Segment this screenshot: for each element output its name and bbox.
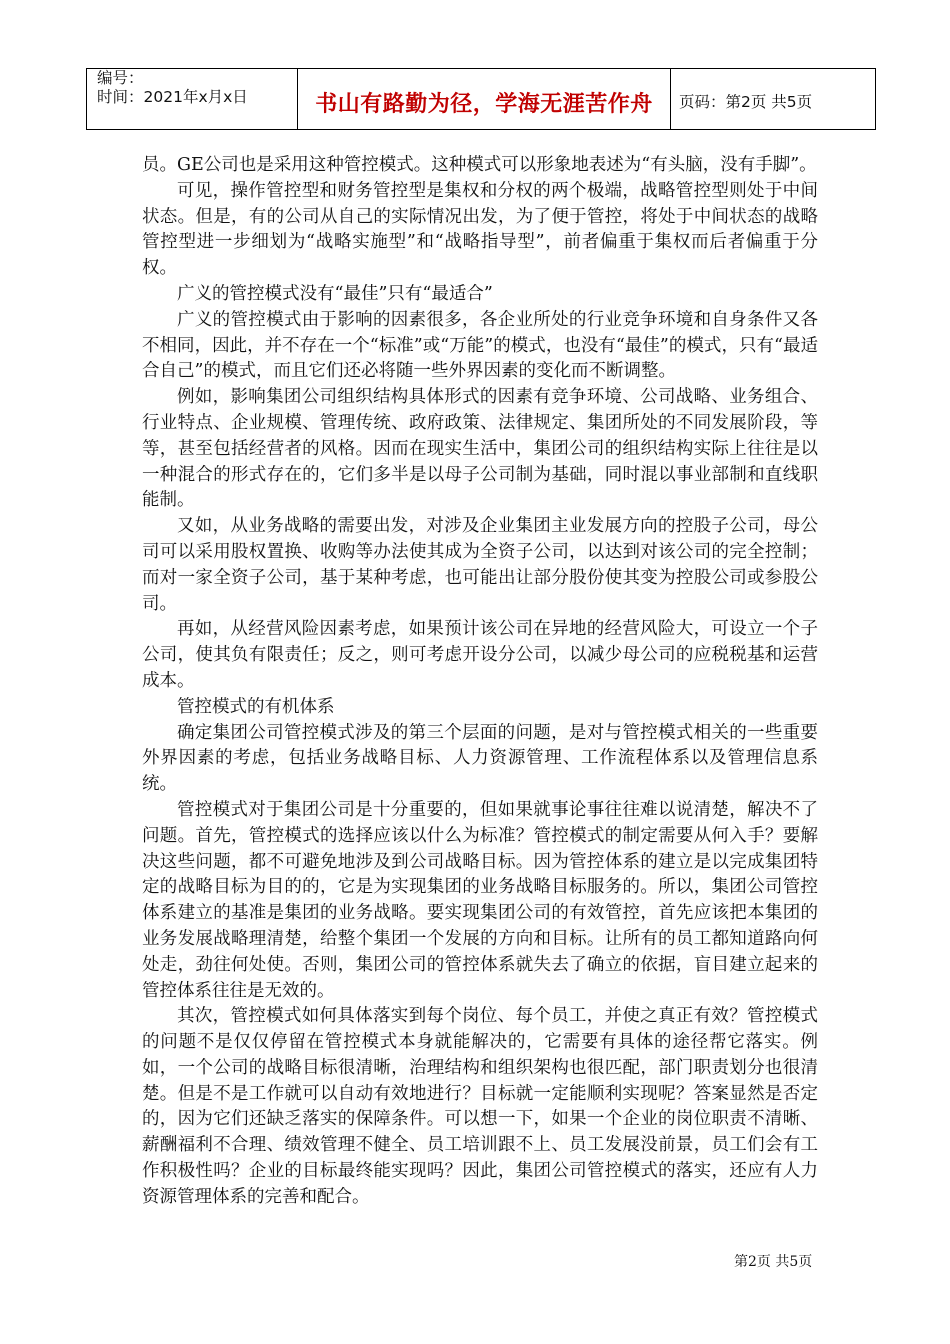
page-header <box>86 68 876 130</box>
header-motto: 书山有路勤为径，学海无涯苦作舟 <box>298 69 671 130</box>
paragraph: 可见，操作管控型和财务管控型是集权和分权的两个极端，战略管控型则处于中间状态。但是，有的公司从自己的实际情况出发，为了便于管控，将处于中间状态的战略管控型进一步细划为“战略实施型”和“战略指导型”，前者偏重于集权而后者偏重于分权。 <box>142 180 818 279</box>
header-page-number: 页码：第2页 共5页 <box>671 69 876 130</box>
header-meta-cell <box>87 69 298 130</box>
paragraph: 管控模式对于集团公司是十分重要的，但如果就事论事往往难以说清楚，解决不了问题。首先，管控模式的选择应该以什么为标准？管控模式的制定需要从何入手？要解决这些问题，都不可避免地涉及到公司战略目标。因为管控体系的建立是以完成集团特定的战略目标为目的的，它是为实现集团的业务战略目标服务的。所以，集团公司管控体系建立的基准是集团的业务战略。要实现集团公司的有效管控，首先应该把本集团的业务发展战略理清楚，给整个集团一个发展的方向和目标。让所有的员工都知道路向何处走，劲往何处使。否则，集团公司的管控体系就失去了确立的依据，盲目建立起来的管控体系往往是无效的。 <box>142 799 818 1001</box>
serial-number-label: 编号： <box>97 69 144 87</box>
paragraph: 广义的管控模式由于影响的因素很多，各企业所处的行业竞争环境和自身条件又各不相同，因此，并不存在一个“标准”或“万能”的模式，也没有“最佳”的模式，只有“最适合自己”的模式，而且它们还必将随一些外界因素的变化而不断调整。 <box>142 309 818 382</box>
document-body <box>142 153 818 1211</box>
paragraph: 其次，管控模式如何具体落实到每个岗位、每个员工，并使之真正有效？管控模式的问题不是仅仅停留在管控模式本身就能解决的，它需要有具体的途径帮它落实。例如，一个公司的战略目标很清晰，治理结构和组织架构也很匹配，部门职责划分也很清楚。但是不是工作就可以自动有效地进行？目标就一定能顺利实现呢？答案显然是否定的，因为它们还缺乏落实的保障条件。可以想一下，如果一个企业的岗位职责不清晰、薪酬福利不合理、绩效管理不健全、员工培训跟不上、员工发展没前景，员工们会有工作积极性吗？企业的目标最终能实现吗？因此，集团公司管控模式的落实，还应有人力资源管理体系的完善和配合。 <box>142 1006 818 1207</box>
paragraph: 再如，从经营风险因素考虑，如果预计该公司在异地的经营风险大，可设立一个子公司，使其负有限责任；反之，则可考虑开设分公司，以减少母公司的应税税基和运营成本。 <box>142 619 818 691</box>
paragraph: 员。GE公司也是采用这种管控模式。这种模式可以形象地表述为“有头脑，没有手脚”。 <box>142 155 817 175</box>
page-footer: 第2页 共5页 <box>734 1254 813 1270</box>
section-heading: 广义的管控模式没有“最佳”只有“最适合” <box>177 283 493 304</box>
date-label: 时间：2021年x月x日 <box>97 88 248 106</box>
paragraph: 又如，从业务战略的需要出发，对涉及企业集团主业发展方向的控股子公司，母公司可以采用股权置换、收购等办法使其成为全资子公司，以达到对该公司的完全控制；而对一家全资子公司，基于某种考虑，也可能出让部分股份使其变为控股公司或参股公司。 <box>142 516 818 614</box>
section-heading: 管控模式的有机体系 <box>177 696 335 717</box>
paragraph: 例如，影响集团公司组织结构具体形式的因素有竞争环境、公司战略、业务组合、行业特点、企业规模、管理传统、政府政策、法律规定、集团所处的不同发展阶段，等等，甚至包括经营者的风格。因而在现实生活中，集团公司的组织结构实际上往往是以一种混合的形式存在的，它们多半是以母子公司制为基础，同时混以事业部制和直线职能制。 <box>142 387 818 511</box>
paragraph: 确定集团公司管控模式涉及的第三个层面的问题，是对与管控模式相关的一些重要外界因素的考虑，包括业务战略目标、人力资源管理、工作流程体系以及管理信息系统。 <box>142 722 818 795</box>
